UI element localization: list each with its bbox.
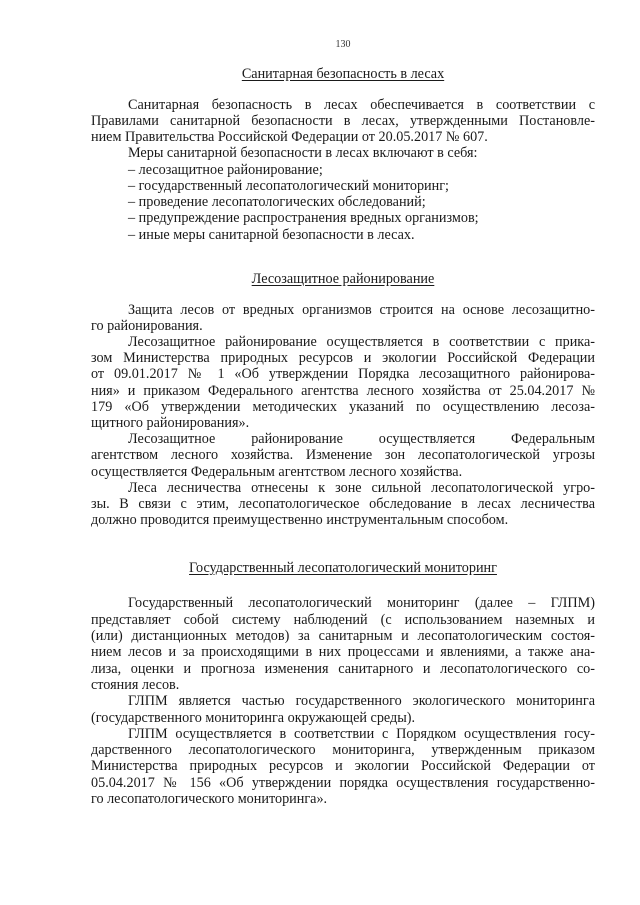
paragraph-line: Правилами санитарной безопасности в лесах, утвержденными Постановле- <box>91 113 595 129</box>
paragraph-line: от 09.01.2017 № 1 «Об утверждении Порядка лесозащитного районирова- <box>91 366 595 382</box>
paragraph-line: Лесозащитное районирование осуществляется в соответствии с прика- <box>128 334 595 350</box>
paragraph-line: агентством лесного хозяйства. Изменение зон лесопатологической угрозы <box>91 447 595 463</box>
paragraph-line: зом Министерства природных ресурсов и экологии Российской Федерации <box>91 350 595 366</box>
paragraph-line: го лесопатологического мониторинга». <box>91 791 328 807</box>
section-heading: Государственный лесопатологический мониторинг <box>189 560 497 576</box>
paragraph-line: представляет собой систему наблюдений (с использованием наземных и <box>91 612 595 628</box>
page-number: 130 <box>335 39 351 50</box>
paragraph-line: (государственного мониторинга окружающей среды). <box>91 710 416 726</box>
paragraph-line: ния» и приказом Федерального агентства лесного хозяйства от 25.04.2017 № <box>91 383 595 399</box>
paragraph-line: осуществляется Федеральным агентством лесного хозяйства. <box>91 464 463 480</box>
list-item: – проведение лесопатологических обследований; <box>128 194 426 210</box>
paragraph-line: Министерства природных ресурсов и экологии Российской Федерации от <box>91 758 595 774</box>
list-item: – предупреждение распространения вредных организмов; <box>128 210 479 226</box>
paragraph-line: 179 «Об утверждении методических указаний по осуществлению лесоза- <box>91 399 595 415</box>
section-heading: Лесозащитное районирование <box>251 271 435 287</box>
paragraph-line: Санитарная безопасность в лесах обеспечивается в соответствии с <box>128 97 595 113</box>
paragraph-line: зы. В связи с этим, лесопатологическое обследование в лесах лесничества <box>91 496 595 512</box>
paragraph-line: ГЛПМ является частью государственного экологического мониторинга <box>128 693 595 709</box>
list-item: – иные меры санитарной безопасности в лесах. <box>128 227 415 243</box>
list-item: – государственный лесопатологический мониторинг; <box>128 178 449 194</box>
paragraph-line: должно проводится преимущественно инструментальным способом. <box>91 512 509 528</box>
section-heading: Санитарная безопасность в лесах <box>241 66 445 82</box>
paragraph-line: го районирования. <box>91 318 203 334</box>
paragraph-line: ГЛПМ осуществляется в соответствии с Порядком осуществления госу- <box>128 726 595 742</box>
paragraph-line: 05.04.2017 № 156 «Об утверждении порядка осуществления государственно- <box>91 775 595 791</box>
paragraph-line: Государственный лесопатологический мониторинг (далее – ГЛПМ) <box>128 595 595 611</box>
paragraph-line: щитного районирования». <box>91 415 250 431</box>
paragraph-line: лиза, оценки и прогноза изменения санитарного и лесопатологического со- <box>91 661 595 677</box>
paragraph-line: (или) дистанционных методов) за санитарным и лесопатологическим состоя- <box>91 628 595 644</box>
list-item: – лесозащитное районирование; <box>128 162 323 178</box>
paragraph-line: стояния лесов. <box>91 677 180 693</box>
paragraph-line: Леса лесничества отнесены к зоне сильной лесопатологической угро- <box>128 480 595 496</box>
paragraph-line: Защита лесов от вредных организмов строится на основе лесозащитно- <box>128 302 595 318</box>
paragraph-line: нием Правительства Российской Федерации от 20.05.2017 № 607. <box>91 129 488 145</box>
paragraph-line: Лесозащитное районирование осуществляется Федеральным <box>128 431 595 447</box>
paragraph-line: нием лесов и за происходящими в них процессами и явлениями, а также ана- <box>91 644 595 660</box>
paragraph-line: Меры санитарной безопасности в лесах включают в себя: <box>128 145 478 161</box>
paragraph-line: дарственного лесопатологического мониторинга, утвержденным приказом <box>91 742 595 758</box>
